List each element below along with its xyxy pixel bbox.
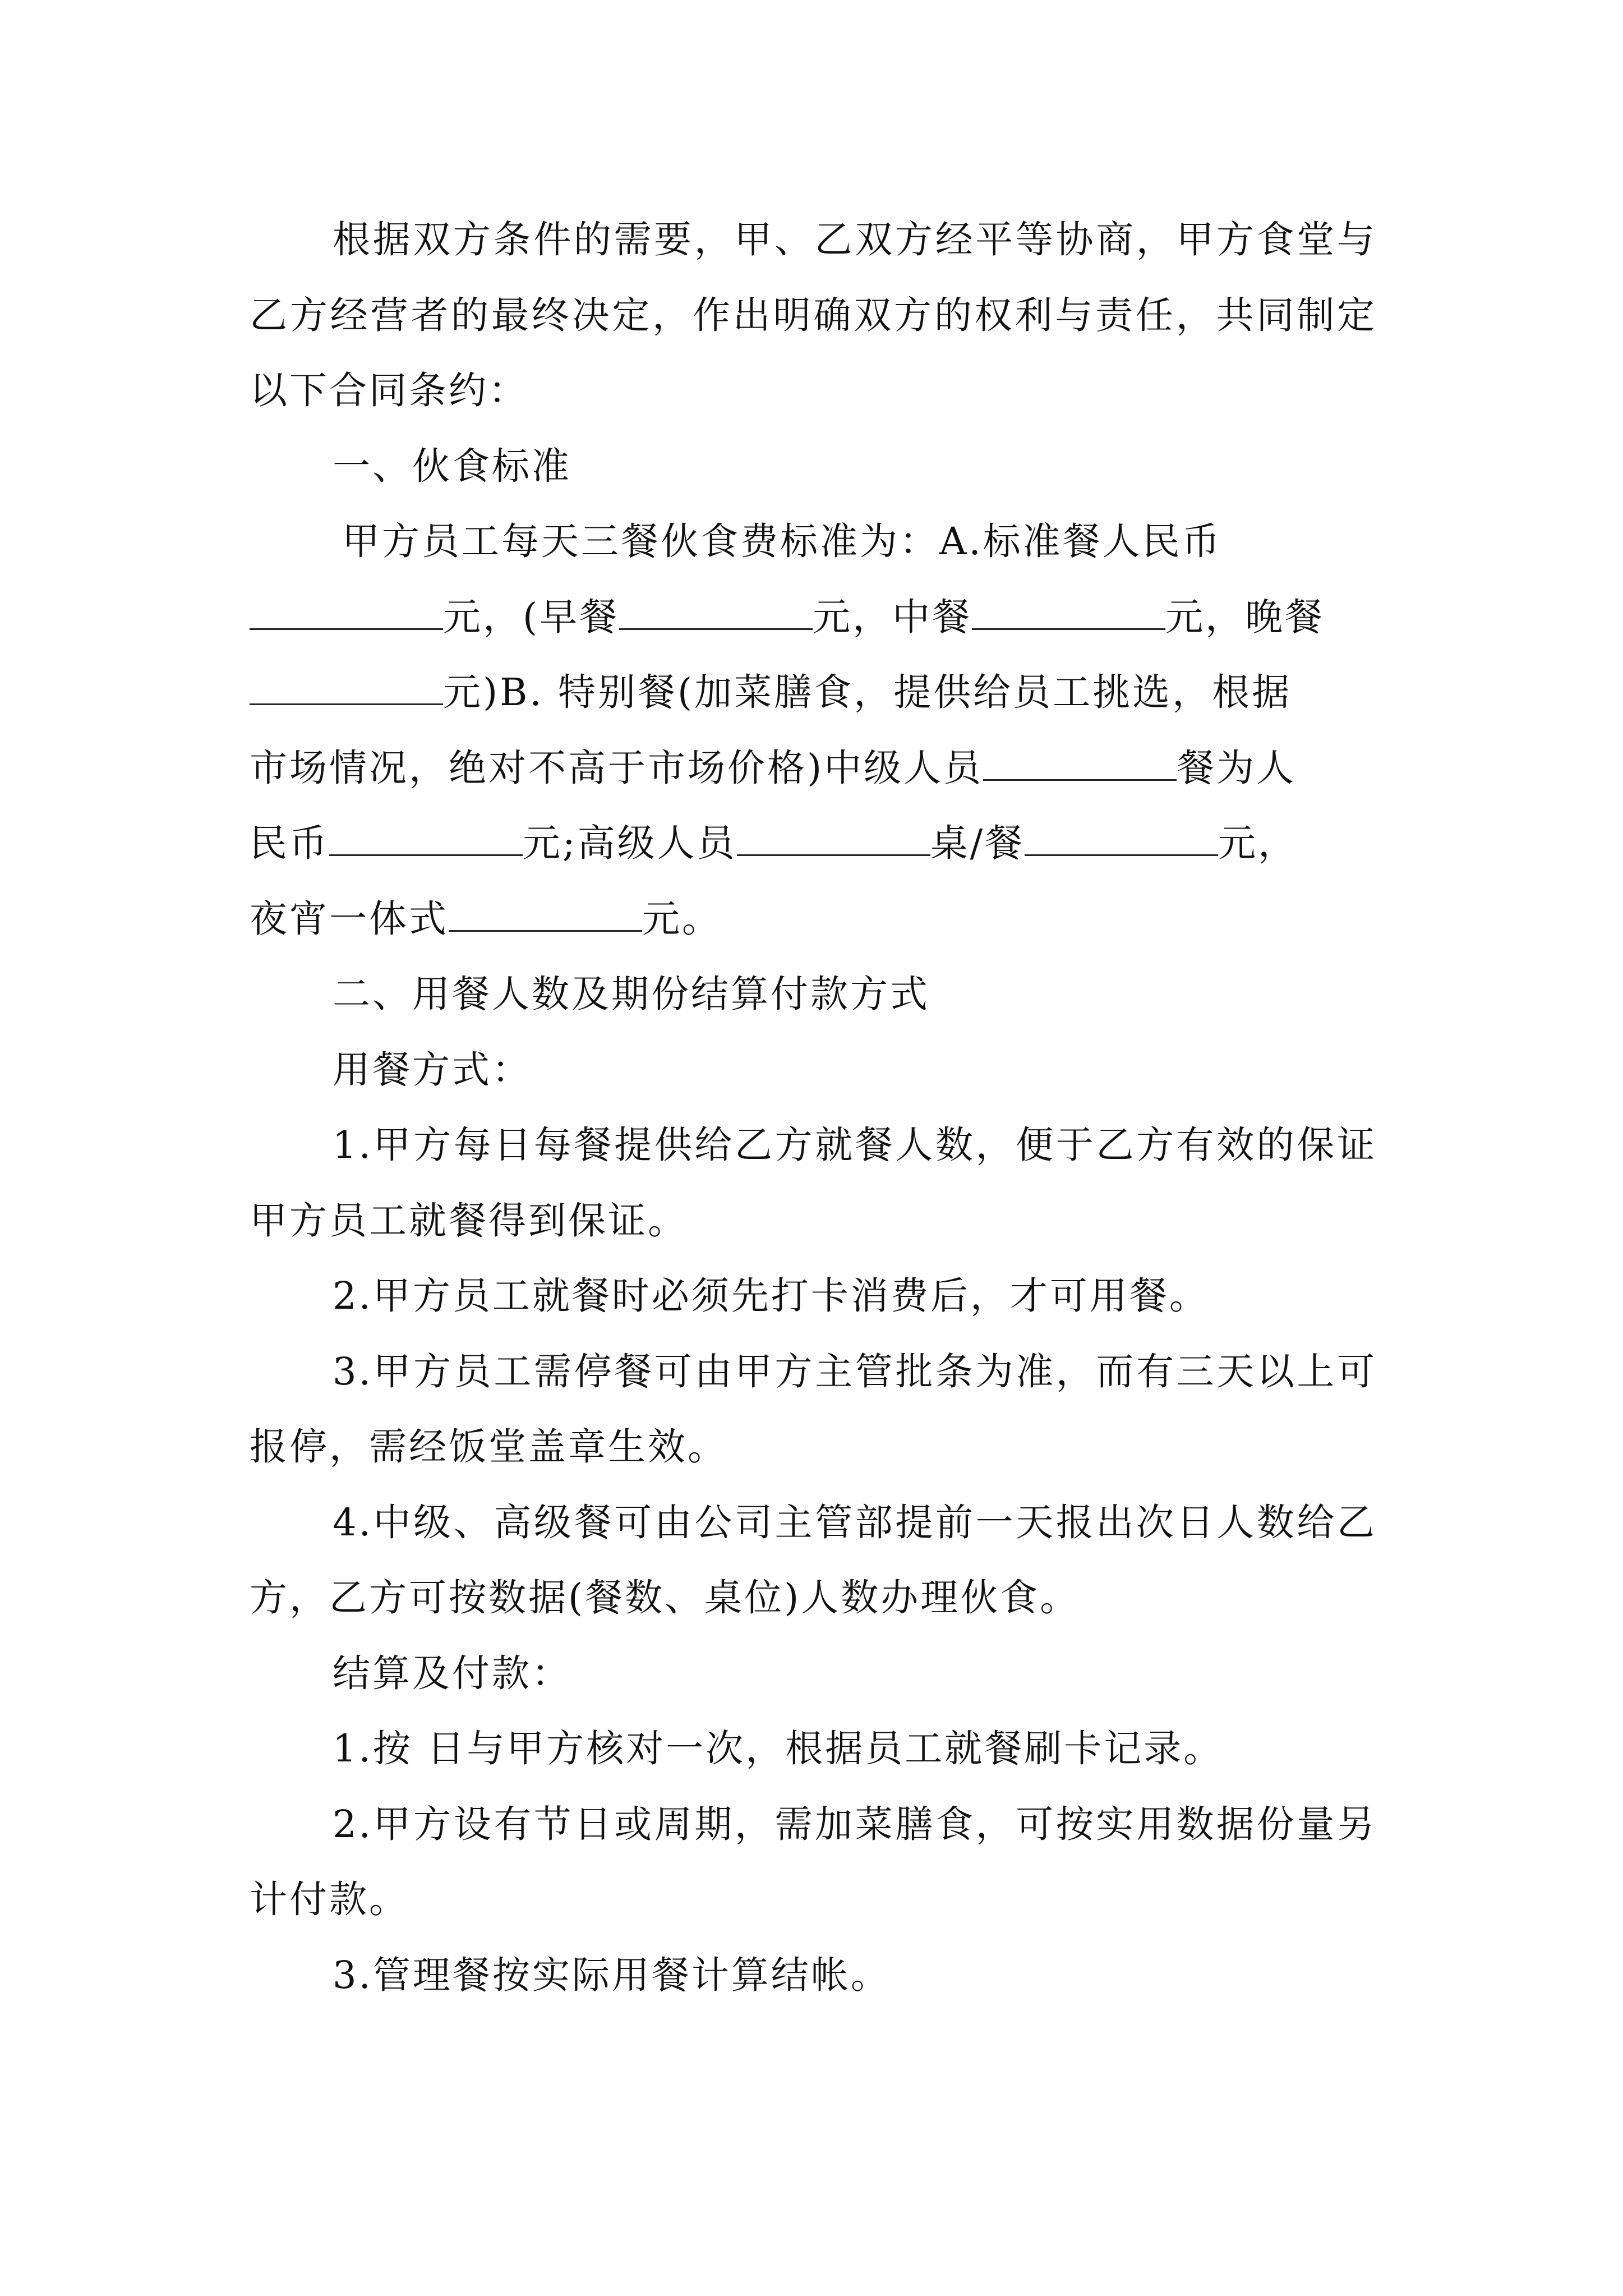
- section-2-heading: 二、用餐人数及期份结算付款方式: [333, 972, 930, 1016]
- fill-blank[interactable]: [329, 821, 523, 856]
- fill-blank[interactable]: [737, 821, 930, 856]
- text-fragment: 夜宵一体式: [250, 896, 449, 941]
- text-fragment: 元;高级人员: [523, 821, 737, 865]
- text-fragment: 元，(早餐: [443, 595, 620, 639]
- text-fragment: 元，中餐: [813, 595, 972, 639]
- text-fragment: 民币: [250, 821, 329, 865]
- text-fragment: 桌/餐: [930, 821, 1025, 865]
- fill-blank[interactable]: [250, 670, 443, 705]
- meal-standard-line-1: 甲方员工每天三餐伙食费标准为：A.标准餐人民币: [342, 519, 1222, 563]
- dining-item: 3.甲方员工需停餐可由甲方主管批条为准，而有三天以上可报停，需经饭堂盖章生效。: [250, 1349, 1377, 1469]
- dining-item: 4.中级、高级餐可由公司主管部提前一天报出次日人数给乙方，乙方可按数据(餐数、桌位)人数办理伙食。: [250, 1500, 1377, 1619]
- text-fragment: 元)B. 特别餐(加菜膳食，提供给员工挑选，根据: [443, 670, 1292, 714]
- text-fragment: 元，: [1218, 821, 1298, 865]
- fill-blank[interactable]: [983, 745, 1177, 780]
- meal-standard-line-6: [250, 881, 1377, 957]
- fill-blank[interactable]: [972, 594, 1165, 629]
- meal-standard-line-5: [250, 806, 1377, 881]
- payment-item: 3.管理餐按实际用餐计算结帐。: [333, 1953, 891, 1997]
- fill-blank[interactable]: [619, 594, 813, 629]
- fill-blank[interactable]: [250, 594, 443, 629]
- dining-item: 1.甲方每日每餐提供给乙方就餐人数，便于乙方有效的保证甲方员工就餐得到保证。: [250, 1123, 1377, 1243]
- section-1-heading: 一、伙食标准: [333, 444, 571, 488]
- text-fragment: 元。: [642, 896, 722, 941]
- text-fragment: 市场情况，绝对不高于市场价格)中级人员: [250, 746, 984, 790]
- meal-standard-line-4: [250, 730, 1377, 806]
- dining-method-heading: 用餐方式：: [333, 1047, 532, 1092]
- dining-item: 2.甲方员工就餐时必须先打卡消费后，才可用餐。: [333, 1274, 1209, 1318]
- text-fragment: 元，晚餐: [1165, 595, 1325, 639]
- meal-standard-line-3: [250, 655, 1377, 730]
- meal-standard-line-2: [250, 579, 1377, 655]
- fill-blank[interactable]: [1025, 821, 1218, 856]
- text-fragment: 餐为人: [1177, 746, 1297, 790]
- payment-heading: 结算及付款：: [333, 1651, 571, 1695]
- payment-item: 2.甲方设有节日或周期，需加菜膳食，可按实用数据份量另计付款。: [250, 1802, 1377, 1921]
- document-body: [250, 202, 1377, 2013]
- fill-blank[interactable]: [449, 896, 642, 931]
- meal-standard-paragraph: [250, 504, 1377, 956]
- intro-paragraph: 根据双方条件的需要，甲、乙双方经平等协商，甲方食堂与乙方经营者的最终决定，作出明确双方的权利与责任，共同制定以下合同条约：: [250, 218, 1377, 412]
- payment-item: 1.按 日与甲方核对一次，根据员工就餐刷卡记录。: [333, 1727, 1224, 1770]
